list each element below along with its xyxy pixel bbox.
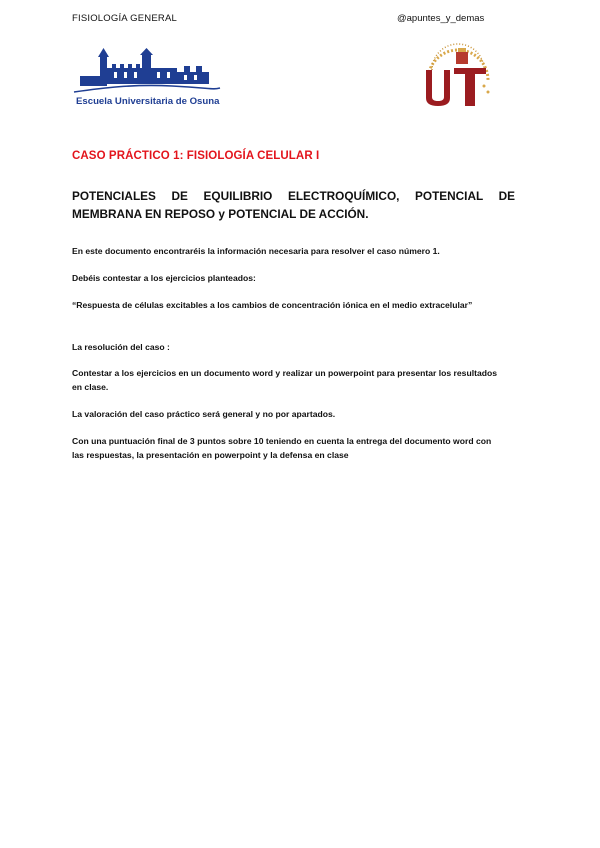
school-name: Escuela Universitaria de Osuna xyxy=(76,96,220,107)
case-number: 1. xyxy=(432,246,440,256)
header-handle: @apuntes_y_demas xyxy=(397,13,485,24)
building-icon xyxy=(72,48,222,96)
score-points: 3 xyxy=(189,436,195,446)
paragraph-score xyxy=(72,435,502,462)
university-building-logo xyxy=(72,48,222,110)
case-title: CASO PRÁCTICO 1: FISIOLOGÍA CELULAR I xyxy=(72,150,320,162)
paragraph-intro-text: En este documento encontraréis la información necesaria para resolver el caso número xyxy=(72,246,433,256)
score-text-e: teniendo en cuenta la entrega del documento word con las respuestas, la presentación en powerpoint y la defensa en clase xyxy=(72,436,492,460)
score-text-c: puntos sobre xyxy=(194,436,254,446)
paragraph-evaluation: La valoración del caso práctico será general y no por apartados. xyxy=(72,409,336,419)
score-text-a: Con una puntuación final de xyxy=(72,436,190,446)
exercise-quote: “Respuesta de células excitables a los cambios de concentración iónica en el medio extracelular” xyxy=(72,300,473,310)
resolution-label: La resolución del caso : xyxy=(72,342,170,352)
main-heading: POTENCIALES DE EQUILIBRIO ELECTROQUÍMICO, POTENCIAL DE MEMBRANA EN REPOSO y POTENCIAL DE ACCIÓN. xyxy=(72,189,515,221)
seal-icon xyxy=(418,40,498,110)
university-seal-logo xyxy=(418,40,498,110)
header-course-title: FISIOLOGÍA GENERAL xyxy=(72,13,177,24)
score-max: 10 xyxy=(253,436,264,446)
paragraph-instructions: Debéis contestar a los ejercicios planteados: xyxy=(72,273,256,283)
paragraph-intro xyxy=(72,245,512,259)
paragraph-deliverables: Contestar a los ejercicios en un documento word y realizar un powerpoint para presentar los resultados en clase. xyxy=(72,368,498,392)
